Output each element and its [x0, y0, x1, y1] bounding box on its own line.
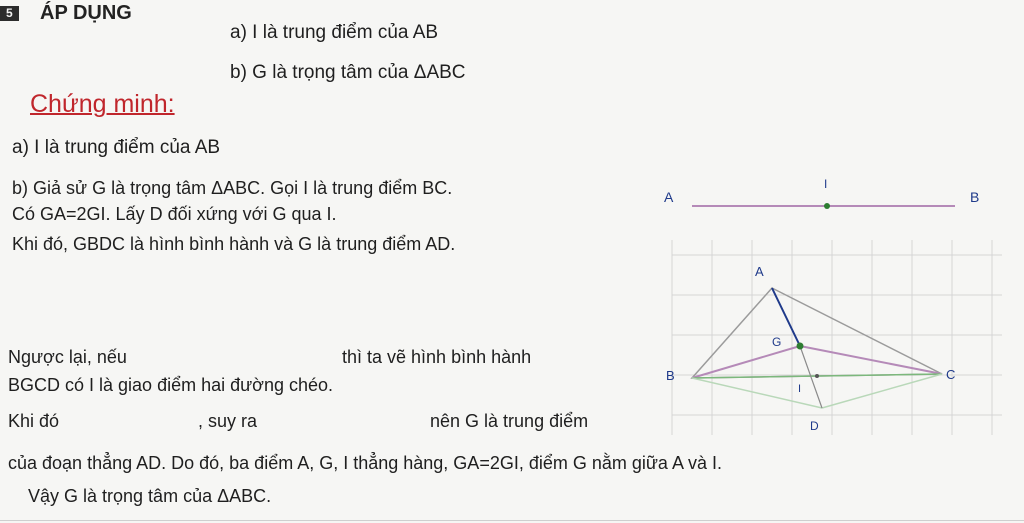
converse-line1-a: Ngược lại, nếu — [8, 347, 127, 367]
segment-bg — [692, 346, 800, 378]
label-d: D — [810, 419, 819, 433]
segment-cd — [822, 374, 942, 408]
triangle-abc — [692, 288, 942, 378]
label-b2: B — [666, 368, 675, 383]
label-c: C — [946, 367, 956, 382]
segment-ab-figure — [650, 170, 1010, 230]
proof-a: a) I là trung điểm của AB — [12, 137, 221, 158]
task-a: a) I là trung điểm của AB — [230, 22, 439, 43]
task-b: b) G là trọng tâm của ΔABC — [230, 62, 466, 83]
label-a2: A — [755, 264, 764, 279]
label-i2: I — [798, 383, 802, 395]
section-title: ÁP DỤNG — [40, 2, 132, 24]
converse-line2: BGCD có I là giao điểm hai đường chéo. — [8, 375, 334, 395]
triangle-grid-figure — [650, 240, 1010, 440]
grid — [672, 240, 1002, 435]
segment-gc — [800, 346, 942, 374]
proof-b-line2: Có GA=2GI. Lấy D đối xứng với G qua I. — [12, 204, 337, 224]
converse-line4: của đoạn thẳng AD. Do đó, ba điểm A, G, I thẳng hàng, GA=2GI, điểm G nằm giữa A và I. — [8, 453, 722, 473]
label-i: I — [824, 177, 828, 191]
proof-b-line1: b) Giả sử G là trọng tâm ΔABC. Gọi I là trung điểm BC. — [12, 178, 453, 198]
converse-line3-a: Khi đó — [8, 411, 60, 431]
label-g: G — [772, 335, 782, 349]
divider — [0, 520, 1024, 521]
point-i2 — [815, 374, 819, 378]
label-a: A — [664, 189, 674, 205]
point-g — [797, 343, 804, 350]
proof-b-line3: Khi đó, GBDC là hình bình hành và G là trung điểm AD. — [12, 234, 456, 254]
section-badge: 5 — [0, 6, 19, 21]
converse-line3-c: nên G là trung điểm — [430, 411, 589, 431]
point-i — [824, 203, 830, 209]
proof-heading: Chứng minh: — [30, 90, 175, 118]
converse-line1-b: thì ta vẽ hình bình hành — [342, 347, 532, 367]
converse-line3-b: , suy ra — [198, 411, 258, 431]
label-b: B — [970, 189, 980, 205]
conclusion: Vậy G là trọng tâm của ΔABC. — [28, 486, 272, 506]
